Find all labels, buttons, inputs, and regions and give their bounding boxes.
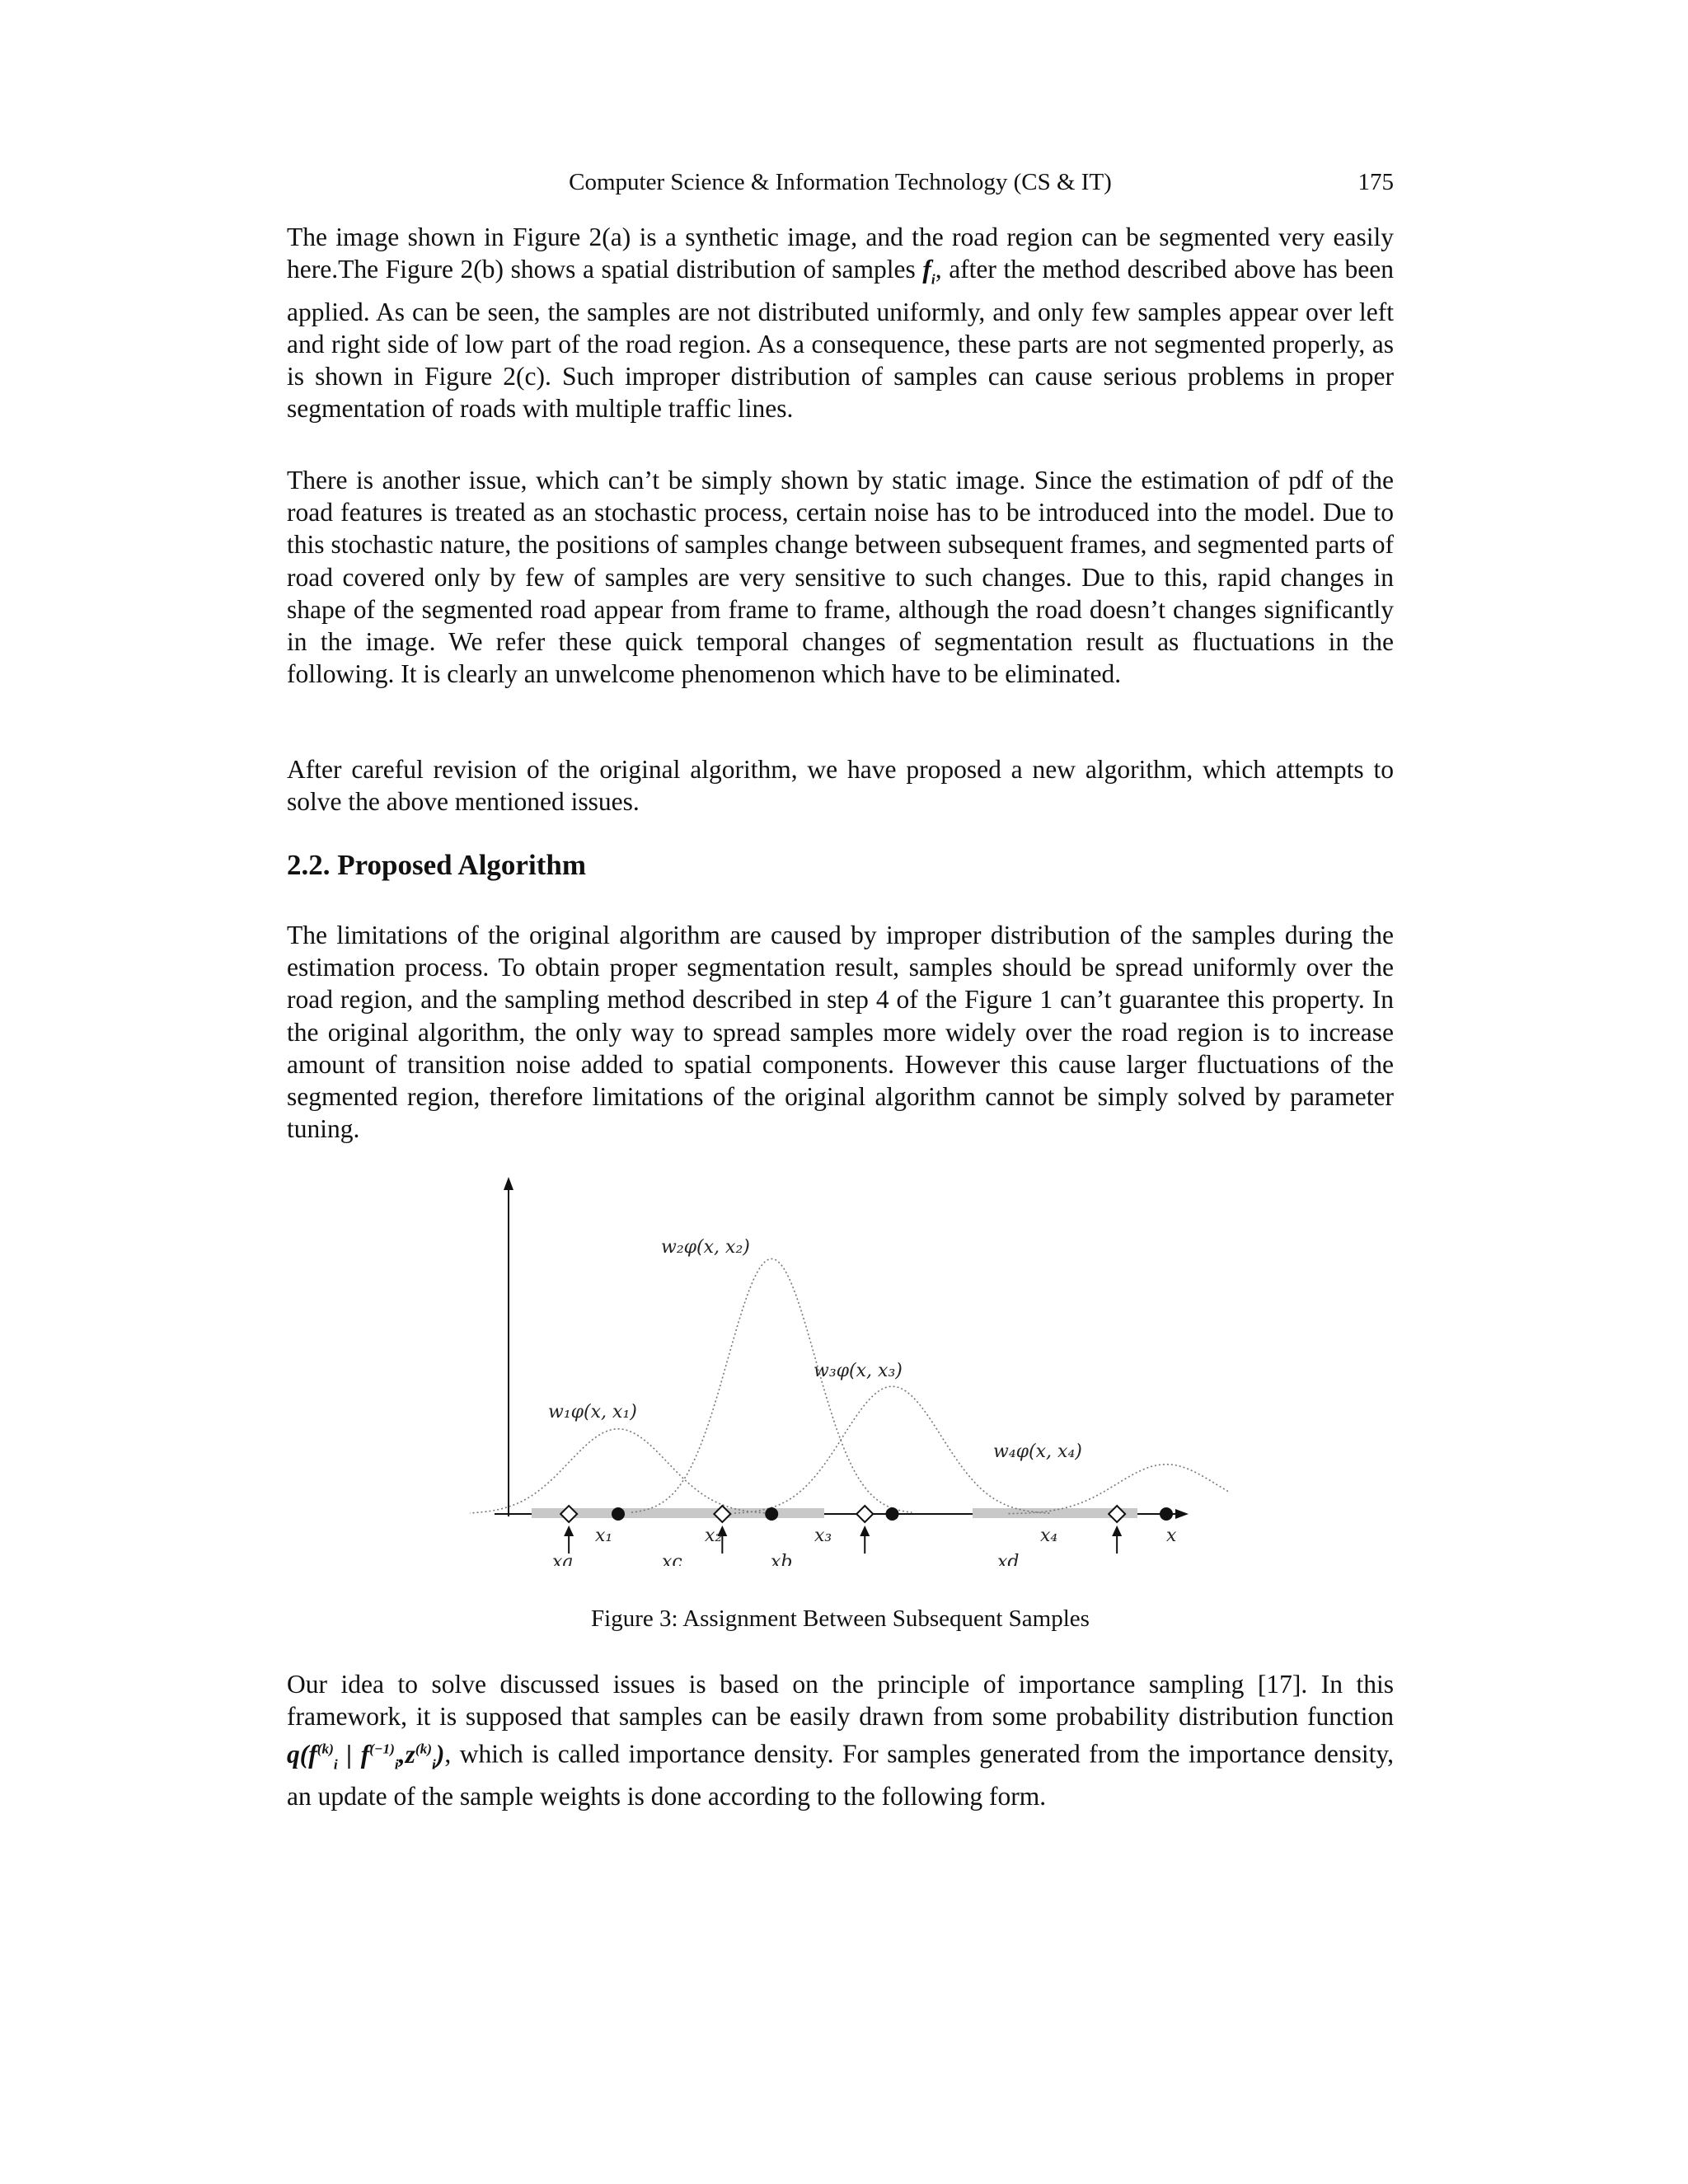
boundary-label-xb: xb <box>771 1552 793 1566</box>
boundary-label-xa: xa <box>552 1552 574 1566</box>
p1-text-after: , after the method described above has been applied. As can be seen, the samples are not distributed uniformly, and only few samples appear over left and right side of low part of the road region. As a consequence, these parts are not segmented properly, as is shown in Figure 2(c). Such improper distribution of samples can cause serious problems in proper segmentation of roads with multiple traffic lines. <box>287 255 1394 424</box>
p1-text-before: The image shown in Figure 2(a) is a synthetic image, and the road region can be segmented very easily here.The Figure 2(b) shows a spatial distribution of samples <box>287 223 1394 284</box>
figure-3-plot <box>470 1170 1228 1566</box>
y-axis-arrow <box>504 1177 513 1190</box>
boundary-label-xc: xc <box>662 1552 682 1566</box>
density-curve-w1 <box>470 1429 776 1514</box>
density-curves <box>470 1258 1228 1513</box>
paragraph-5 <box>287 1668 1394 1813</box>
boundary-arrow-head-1 <box>564 1526 574 1536</box>
boundary-arrow-head-3 <box>860 1526 870 1536</box>
p5-text-before: Our idea to solve discussed issues is based on the principle of importance sampling [17]. In this framework, it is supposed that samples can be easily drawn from some probability distribution function <box>287 1670 1394 1732</box>
page-number: 175 <box>1357 169 1394 195</box>
paragraph-2: There is another issue, which can’t be simply shown by static image. Since the estimation of pdf of the road features is treated as an stochastic process, certain noise has to be introduced into the model. Due to this stochastic nature, the positions of samples change between subsequent frames, and segmented parts of road covered only by few of samples are very sensitive to such changes. Due to this, rapid changes in shape of the segmented road appear from frame to frame, although the road doesn’t changes significantly in the image. We refer these quick temporal changes of segmentation result as fluctuations in the following. It is clearly an unwelcome phenomenon which have to be eliminated. <box>287 466 1394 689</box>
paragraph-1 <box>287 221 1394 425</box>
p5-text-after: , which is called importance density. For samples generated from the importance density, an update of the sample weights is done according to the following form. <box>287 1739 1394 1811</box>
sample-label-x3: x₃ <box>814 1526 832 1546</box>
curve-label-w3: w₃φ(x, x₃) <box>814 1361 903 1381</box>
fi-symbol: $f_i$ <box>922 255 935 288</box>
boundary-label-xd: xd <box>997 1552 1020 1566</box>
running-title: Computer Science & Information Technology (CS & IT) <box>569 169 1112 195</box>
density-curve-w2 <box>631 1258 912 1512</box>
x-axis-arrow <box>1175 1509 1189 1519</box>
curve-label-w4: w₄φ(x, x₄) <box>993 1441 1082 1462</box>
paragraph-3: After careful revision of the original algorithm, we have proposed a new algorithm, which attempts to solve the above mentioned issues. <box>287 755 1394 817</box>
curve-label-w1: w₁φ(x, x₁) <box>548 1402 637 1422</box>
paragraph-4: The limitations of the original algorithm are caused by improper distribution of the samples during the estimation process. To obtain proper segmentation result, samples should be spread uniformly over the road region, and the sampling method described in step 4 of the Figure 1 can’t guarantee this property. In the original algorithm, the only way to spread samples more widely over the road region is to increase amount of transition noise added to spatial components. However this cause larger fluctuations of the segmented region, therefore limitations of the original algorithm cannot be simply solved by parameter tuning. <box>287 921 1394 1144</box>
page-header <box>287 169 1394 207</box>
sample-label-x4: x₄ <box>1040 1526 1058 1546</box>
axis-label-x: x <box>1166 1526 1177 1546</box>
sample-label-x1: x₁ <box>595 1526 613 1546</box>
figure-caption: Figure 3: Assignment Between Subsequent Samples <box>591 1605 1090 1632</box>
boundary-arrow-head-4 <box>1112 1526 1122 1536</box>
curve-label-w2: w₂φ(x, x₂) <box>661 1237 750 1258</box>
sample-point-x2 <box>765 1507 778 1521</box>
figure-3 <box>470 1170 1228 1566</box>
importance-density-formula: $q(f^{(k)}_i$ | $f^{(-1)}_i,z^{(k)}_i$) <box>287 1739 445 1773</box>
sample-point-x1 <box>612 1507 625 1521</box>
section-heading: 2.2. Proposed Algorithm <box>287 849 586 881</box>
sample-point-x4 <box>1160 1507 1173 1521</box>
boundary-diamond-3 <box>856 1506 873 1522</box>
sample-point-x3 <box>886 1507 899 1521</box>
sample-label-x2: x₂ <box>705 1526 723 1546</box>
